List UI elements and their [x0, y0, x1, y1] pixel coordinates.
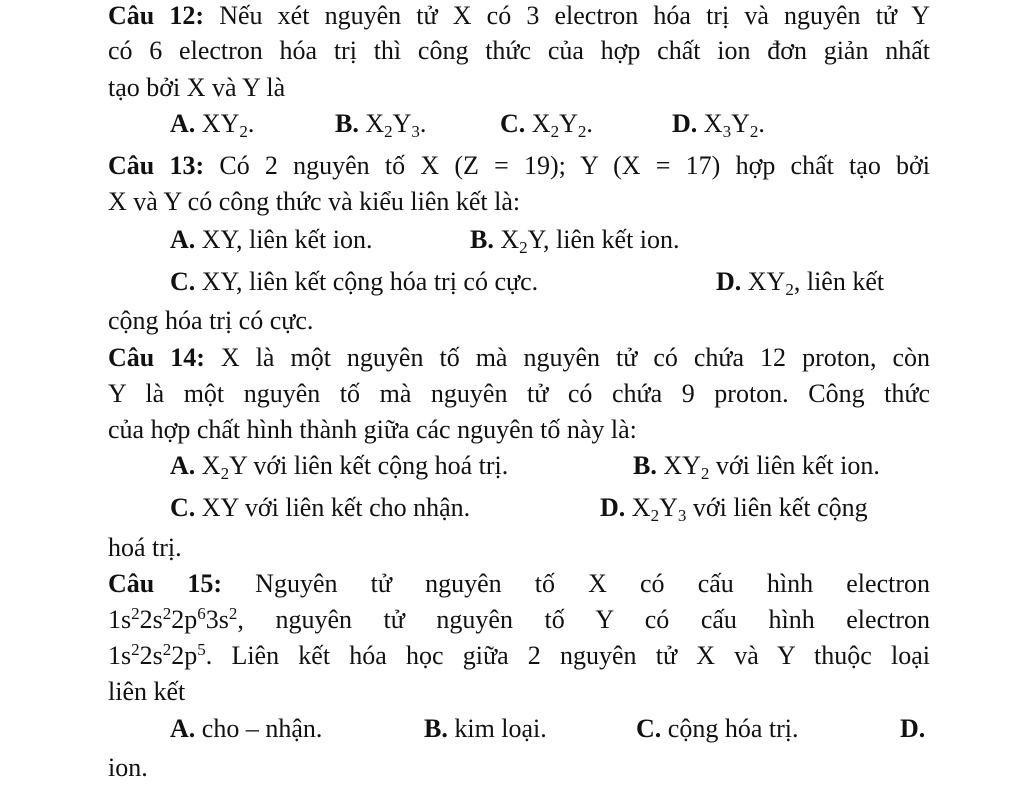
- q15-line4: liên kết: [108, 677, 186, 706]
- q15-continuation: ion.: [108, 753, 148, 782]
- q12-option-b[interactable]: B. $X_2Y_3$.: [335, 109, 427, 141]
- q12-label: Câu 12:: [108, 1, 205, 30]
- q13-text1: Có 2 nguyên tố X (Z = 19); Y (X = 17) hợp chất tạo bởi: [219, 151, 931, 180]
- q13-label: Câu 13:: [108, 151, 205, 180]
- q14-label: Câu 14:: [108, 343, 205, 372]
- q15-line3: $1s^22s^22p^5$. Liên kết hóa học giữa 2 nguyên tử X và Y thuộc loại: [108, 640, 930, 670]
- q15-option-c[interactable]: C. cộng hóa trị.: [636, 714, 799, 743]
- q13-continuation: cộng hóa trị có cực.: [108, 306, 314, 335]
- q12-line2: có 6 electron hóa trị thì công thức của hợp chất ion đơn giản nhất: [108, 36, 930, 65]
- q15-line1: [108, 568, 930, 600]
- q15-config-x: $1s^22s^22p^63s^2$: [108, 604, 238, 634]
- q15-label: Câu 15:: [108, 569, 223, 598]
- q15-line2: $1s^22s^22p^63s^2$, nguyên tử nguyên tố Y có cấu hình electron: [108, 604, 930, 634]
- q12-option-c[interactable]: C. $X_2Y_2$.: [500, 109, 593, 141]
- q14-continuation: hoá trị.: [108, 533, 182, 562]
- q14-option-a[interactable]: A. $X_2Y$ với liên kết cộng hoá trị.: [170, 451, 509, 483]
- q12-line3: tạo bởi X và Y là: [108, 73, 286, 102]
- q13-option-c[interactable]: C. XY, liên kết cộng hóa trị có cực.: [170, 267, 539, 296]
- q14-option-c[interactable]: C. XY với liên kết cho nhận.: [170, 493, 471, 522]
- q15-option-d[interactable]: D.: [900, 714, 926, 743]
- q13-line2: X và Y có công thức và kiểu liên kết là:: [108, 187, 521, 216]
- q14-line2: Y là một nguyên tố mà nguyên tử có chứa 9 proton. Công thức: [108, 379, 930, 408]
- q14-option-b[interactable]: B. $XY_2$ với liên kết ion.: [633, 451, 880, 483]
- q15-config-y: $1s^22s^22p^5$: [108, 640, 206, 670]
- q13-line1: [108, 150, 930, 182]
- q14-line3: của hợp chất hình thành giữa các nguyên tố này là:: [108, 415, 637, 444]
- q14-text1: X là một nguyên tố mà nguyên tử có chứa 12 proton, còn: [220, 343, 930, 372]
- q15-option-a[interactable]: A. cho – nhận.: [170, 714, 323, 743]
- q12-text1: Nếu xét nguyên tử X có 3 electron hóa trị và nguyên tử Y: [219, 1, 930, 30]
- q14-line1: [108, 342, 930, 374]
- q13-option-b[interactable]: B. $X_2Y$, liên kết ion.: [470, 225, 680, 257]
- q14-option-d[interactable]: D. $X_2Y_3$ với liên kết cộng: [600, 493, 868, 525]
- q15-text1: Nguyên tử nguyên tố X có cấu hình electron: [255, 569, 930, 598]
- q12-option-a[interactable]: A. $XY_2$.: [170, 109, 255, 141]
- q12-option-d[interactable]: D. $X_3Y_2$.: [672, 109, 765, 141]
- q13-option-d[interactable]: D. $XY_2$, liên kết: [716, 267, 885, 299]
- q13-option-a[interactable]: A. XY, liên kết ion.: [170, 225, 373, 254]
- q15-option-b[interactable]: B. kim loại.: [424, 714, 547, 743]
- q12-line1: [108, 0, 930, 32]
